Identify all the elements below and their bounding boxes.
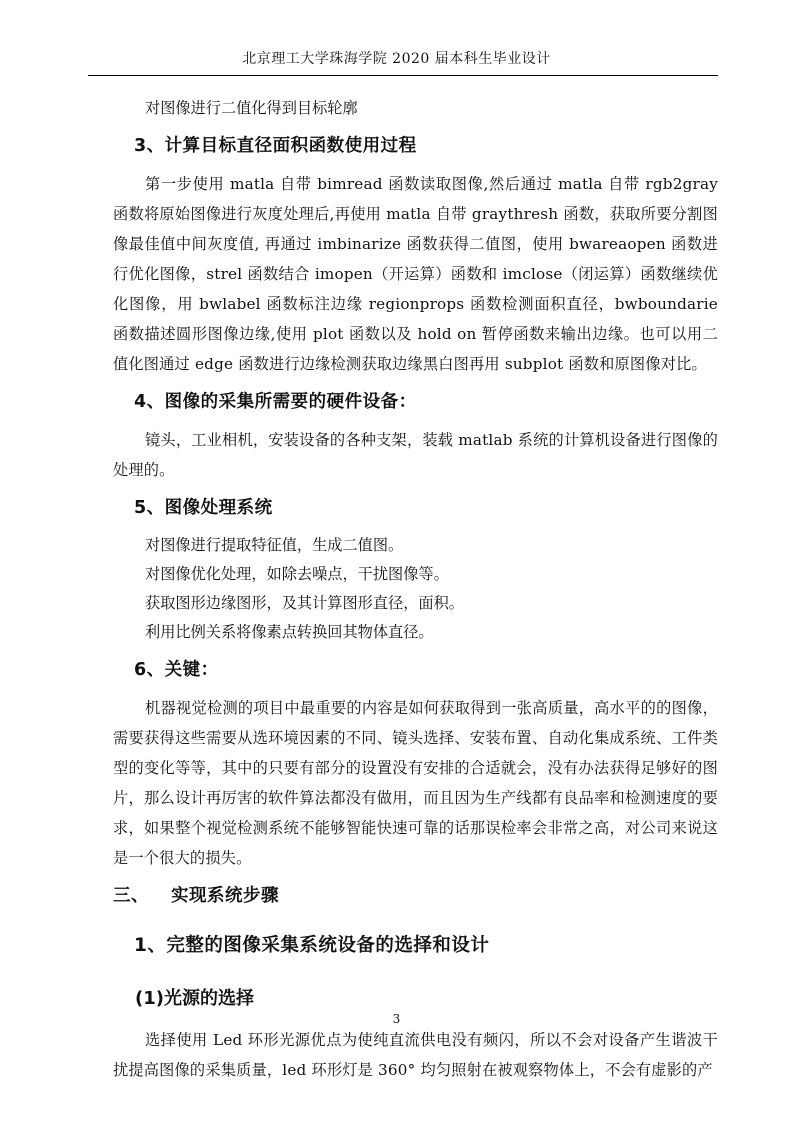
section-4-heading: 4、图像的采集所需要的硬件设备：: [134, 392, 417, 412]
section-5-line: 对图像优化处理，如除去噪点，干扰图像等。: [145, 565, 449, 583]
section-3-paragraph: 第一步使用 matla 自带 bimread 函数读取图像,然后通过 matla 自带 rgb2gray 函数将原始图像进行灰度处理后,再使用 matla 自带 graythresh 函数，获取所要分割图像最佳值中间灰度值, 再通过 imbinarize 函数获得二值图，使用 bwareaopen 函数进行优化图像，strel 函数结合 imopen（开运算）函数和 imclose（闭运算）函数继续优化图像，用 bwlabel 函数标注边缘 regionprops 函数检测面积直径，bwboundarie 函数描述圆形图像边缘,使用 plot 函数以及 hold on 暂停函数来输出边缘。也可以用二值化图通过 edge 函数进行边缘检测获取边缘黑白图再用 subplot 函数和原图像对比。: [113, 175, 718, 373]
header-title: 北京理工大学珠海学院 2020 届本科生毕业设计: [242, 51, 551, 67]
subsection-light-source-paragraph: 选择使用 Led 环形光源优点为使纯直流供电没有频闪，所以不会对设备产生谐波干扰提高图像的采集质量，led 环形灯是 360° 均匀照射在被观察物体上，不会有虚影的产: [113, 1031, 718, 1079]
section-3-heading: 3、计算目标直径面积函数使用过程: [134, 136, 417, 156]
section-6-paragraph: 机器视觉检测的项目中最重要的内容是如何获取得到一张高质量，高水平的的图像，需要获得这些需要从选环境因素的不同、镜头选择、安装布置、自动化集成系统、工件类型的变化等等，其中的只要有部分的设置没有安排的合适就会，没有办法获得足够好的图片，那么设计再厉害的软件算法都没有做用，而且因为生产线都有良品率和检测速度的要求，如果整个视觉检测系统不能够智能快速可靠的话那误检率会非常之高，对公司来说这是一个很大的损失。: [113, 699, 718, 867]
intro-line: 对图像进行二值化得到目标轮廓: [145, 99, 358, 117]
section-5-line: 利用比例关系将像素点转换回其物体直径。: [145, 623, 434, 641]
page-number: 3: [392, 1012, 401, 1026]
chapter-3-title: 实现系统步骤: [171, 886, 279, 906]
section-5-line: 获取图形边缘图形，及其计算图形直径，面积。: [145, 594, 464, 612]
chapter-3-number: 三、: [113, 886, 149, 906]
section-5-heading: 5、图像处理系统: [134, 498, 273, 518]
section-4-paragraph: 镜头，工业相机，安装设备的各种支架，装载 matlab 系统的计算机设备进行图像的处理的。: [113, 431, 718, 479]
header-rule: [88, 75, 718, 76]
chapter-3-heading: [113, 873, 718, 919]
section-5-line: 对图像进行提取特征值，生成二值图。: [145, 536, 404, 554]
subsection-light-source-heading: (1)光源的选择: [135, 988, 254, 1009]
chapter-3-section-1-heading: 1、完整的图像采集系统设备的选择和设计: [134, 935, 490, 956]
page-content: [113, 94, 718, 1085]
section-6-heading: 6、关键：: [134, 660, 219, 680]
